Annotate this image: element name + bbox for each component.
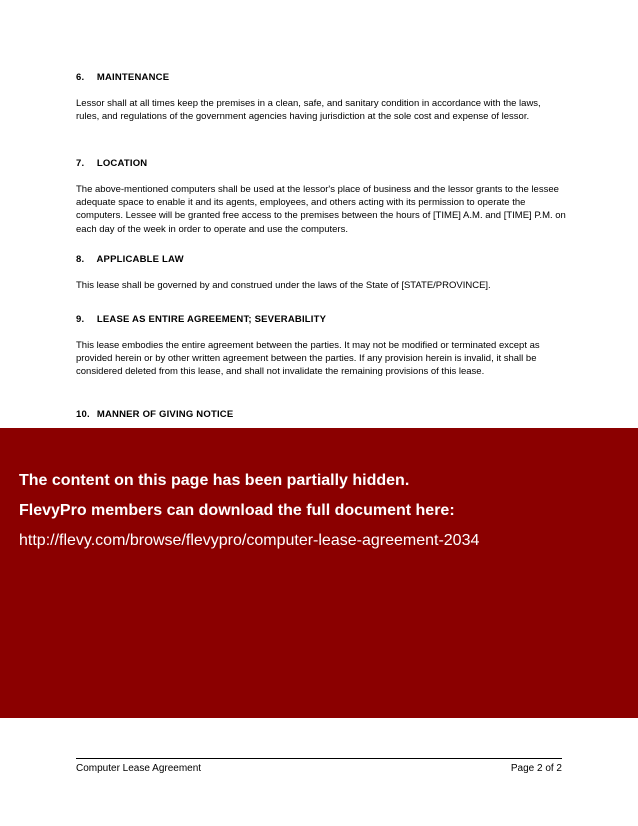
- hidden-content-overlay: [0, 428, 638, 718]
- section-title: MAINTENANCE: [96, 72, 170, 83]
- section-number: 7.: [76, 158, 85, 169]
- overlay-hidden-notice: The content on this page has been partially hidden.: [19, 472, 410, 489]
- section-text: This lease shall be governed by and construed under the laws of the State of [STATE/PROVINCE].: [76, 280, 491, 291]
- section-applicable-law: [76, 254, 491, 292]
- section-title: MANNER OF GIVING NOTICE: [96, 409, 234, 420]
- section-heading: [76, 72, 566, 84]
- download-link[interactable]: http://flevy.com/browse/flevypro/computer-lease-agreement-2034: [19, 532, 480, 549]
- footer-document-title: Computer Lease Agreement: [76, 763, 202, 774]
- section-maintenance: [76, 72, 566, 123]
- section-heading: [76, 254, 491, 266]
- section-heading: [76, 409, 233, 421]
- section-number: 10.: [76, 409, 90, 420]
- footer-page-number: Page 2 of 2: [510, 763, 562, 774]
- section-text: This lease embodies the entire agreement between the parties. It may not be modified or terminated except as provided herein or by other written agreement between the parties. If any provision herein is invalid, it shall be considered deleted from this lease, and shall not invalidate the remaining provisions of this lease.: [76, 340, 540, 378]
- section-heading: [76, 314, 566, 326]
- footer-divider: [76, 758, 562, 759]
- section-location: [76, 158, 566, 236]
- section-number: 8.: [76, 254, 85, 265]
- section-heading: [76, 158, 566, 170]
- section-title: LEASE AS ENTIRE AGREEMENT; SEVERABILITY: [96, 314, 327, 325]
- section-title: APPLICABLE LAW: [96, 254, 184, 265]
- section-number: 6.: [76, 72, 85, 83]
- section-number: 9.: [76, 314, 85, 325]
- section-title: LOCATION: [96, 158, 148, 169]
- section-entire-agreement: [76, 314, 566, 379]
- section-text: The above-mentioned computers shall be used at the lessor's place of business and the lessor grants to the lessee adequate space to enable it and its agents, employees, and others acting with its permission to operate the computers. Lessee will be granted free access to the premises between the hours of [TIME] A.M. and [TIME] P.M. on each day of the week in order to operate and use the computers.: [76, 184, 566, 235]
- section-text: Lessor shall at all times keep the premises in a clean, safe, and sanitary condition in accordance with the laws, rules, and regulations of the government agencies having jurisdiction at the sole cost and expense of lessor.: [76, 98, 541, 123]
- overlay-download-notice: FlevyPro members can download the full document here:: [19, 502, 455, 519]
